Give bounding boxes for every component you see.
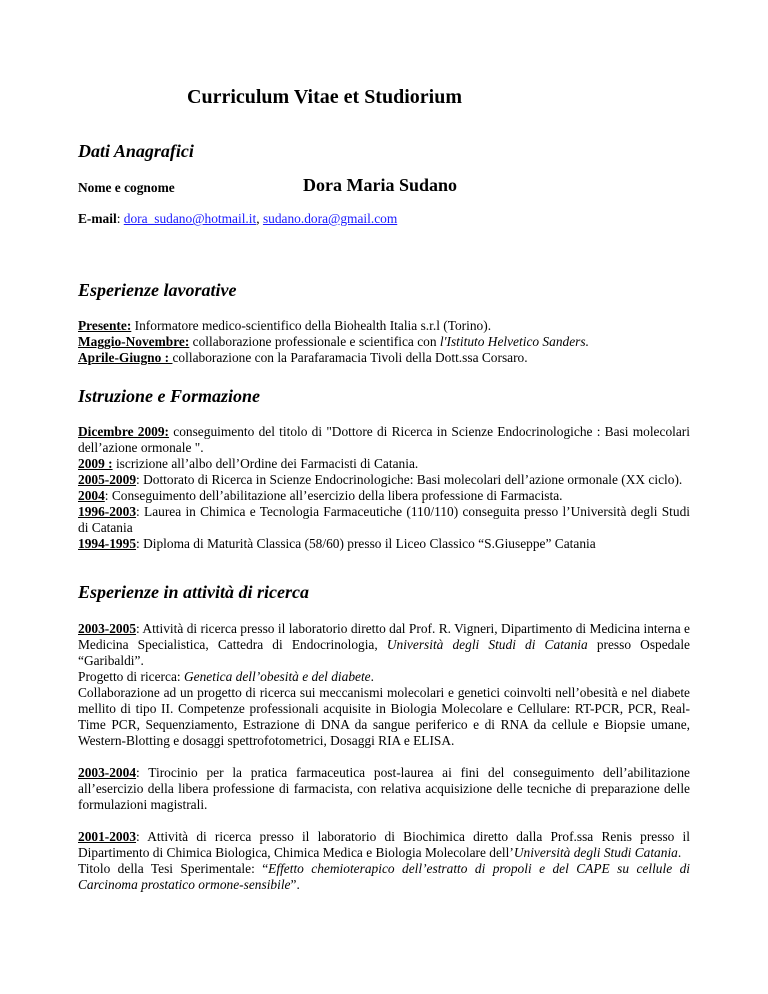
education-date: 2009 : <box>78 456 113 471</box>
heading-esperienze-lavorative: Esperienze lavorative <box>78 280 237 300</box>
research-text: . <box>677 845 682 860</box>
education-text: : Dottorato di Ricerca in Scienze Endocrinologiche: Basi molecolari dell’azione ormonale (XX ciclo). <box>136 472 683 487</box>
name-value: Dora Maria Sudano <box>303 175 458 195</box>
research-text: : Attività di ricerca presso il laboratorio di Biochimica diretto dalla Prof.ssa Renis presso il Dipartimento di Chimica Biologica, Chimica Medica e Biologia Molecolare dell’ <box>78 829 690 860</box>
work-date: Presente: <box>78 318 132 333</box>
education-list <box>78 424 690 552</box>
work-text: Informatore medico-scientifico della Biohealth Italia s.r.l (Torino). <box>131 318 492 333</box>
education-text: conseguimento del titolo di "Dottore di Ricerca in Scienze Endocrinologiche : Basi molecolari dell’azione ormonale ". <box>78 424 690 455</box>
education-text: : Conseguimento dell’abilitazione all’esercizio della libera professione di Farmacista. <box>104 488 563 503</box>
email-link-gmail[interactable]: sudano.dora@gmail.com <box>262 211 398 226</box>
email-separator: : <box>116 211 124 226</box>
work-date: Aprile-Giugno : <box>78 350 173 365</box>
research-date: 2003-2004 <box>78 765 137 780</box>
work-text-italic: l'Istituto Helvetico Sanders. <box>439 334 589 349</box>
research-date: 2001-2003 <box>78 829 137 844</box>
research-block-2 <box>78 765 690 813</box>
education-item <box>78 504 690 536</box>
research-block-1 <box>78 621 690 749</box>
heading-dati-anagrafici: Dati Anagrafici <box>78 141 194 161</box>
education-date: Dicembre 2009: <box>78 424 170 439</box>
research-text: ”. <box>290 877 300 892</box>
research-text: : Attività di ricerca presso il laboratorio diretto dal Prof. R. Vigneri, Dipartimento di Medicina interna e Medicina Specialistica, Cattedra di Endocrinologia, <box>78 621 690 652</box>
research-project <box>78 669 690 685</box>
education-item <box>78 424 690 456</box>
education-item <box>78 536 690 552</box>
research-text: : Tirocinio per la pratica farmaceutica post-laurea ai fini del conseguimento dell’abilitazione all’esercizio della libera professione di farmacista, con relativa acquisizione delle tecniche di preparazione delle formulazioni magistrali. <box>78 765 690 812</box>
research-date: 2003-2005 <box>78 621 137 636</box>
research-paragraph <box>78 829 690 861</box>
work-item <box>78 350 528 366</box>
heading-istruzione: Istruzione e Formazione <box>78 386 261 406</box>
research-paragraph <box>78 765 690 813</box>
research-block-3 <box>78 829 690 893</box>
thesis-title-text: Effetto chemioterapico dell’estratto di propoli e del CAPE su cellule di Carcinoma prostatico ormone-sensibile <box>78 861 690 892</box>
research-project-title: Genetica dell’obesità e del diabete <box>183 669 371 684</box>
document-title: Curriculum Vitae et Studiorium <box>187 86 462 108</box>
research-text: presso Ospedale “Garibaldi”. <box>78 637 690 668</box>
education-item <box>78 456 690 472</box>
name-label: Nome e cognome <box>78 180 175 195</box>
email-link-hotmail[interactable]: dora_sudano@hotmail.it <box>123 211 257 226</box>
work-text: collaborazione professionale e scientifica con <box>189 334 440 349</box>
work-date: Maggio-Novembre: <box>78 334 190 349</box>
research-paragraph <box>78 621 690 669</box>
email-row <box>78 211 397 227</box>
university-name: Università degli Studi di Catania <box>386 637 588 652</box>
email-label: E-mail <box>78 211 117 226</box>
research-project-label: Progetto di ricerca: <box>78 669 184 684</box>
university-name: Università degli Studi Catania <box>513 845 678 860</box>
research-description: Collaborazione ad un progetto di ricerca sui meccanismi molecolari e genetici coinvolti nell’obesità e nel diabete mellito di tipo II. Competenze professionali acquisite in Biologia Molecolare e Cellulare: RT-PCR, PCR, Real-Time PCR, Sequenziamento, Estrazione di DNA da sangue periferico e di RNA da cellule e Biopsie umane, Western-Blotting e dosaggi spettrofotometrici, Dosaggi RIA e ELISA. <box>78 685 690 748</box>
research-text: . <box>370 669 374 684</box>
education-text: iscrizione all’albo dell’Ordine dei Farmacisti di Catania. <box>112 456 419 471</box>
education-item <box>78 488 690 504</box>
email-comma: , <box>256 211 263 226</box>
education-text: : Laurea in Chimica e Tecnologia Farmaceutiche (110/110) conseguita presso l’Università degli Studi di Catania <box>78 504 690 535</box>
education-date: 2005-2009 <box>78 472 137 487</box>
education-date: 2004 <box>78 488 105 503</box>
education-text: : Diploma di Maturità Classica (58/60) presso il Liceo Classico “S.Giuseppe” Catania <box>136 536 596 551</box>
work-item <box>78 334 589 350</box>
thesis-label: Titolo della Tesi Sperimentale: “ <box>78 861 269 876</box>
work-text: collaborazione con la Parafaramacia Tivoli della Dott.ssa Corsaro. <box>172 350 528 365</box>
education-date: 1996-2003 <box>78 504 137 519</box>
heading-ricerca: Esperienze in attività di ricerca <box>78 582 309 602</box>
education-date: 1994-1995 <box>78 536 137 551</box>
thesis-title <box>78 861 690 893</box>
work-item <box>78 318 491 334</box>
education-item <box>78 472 690 488</box>
